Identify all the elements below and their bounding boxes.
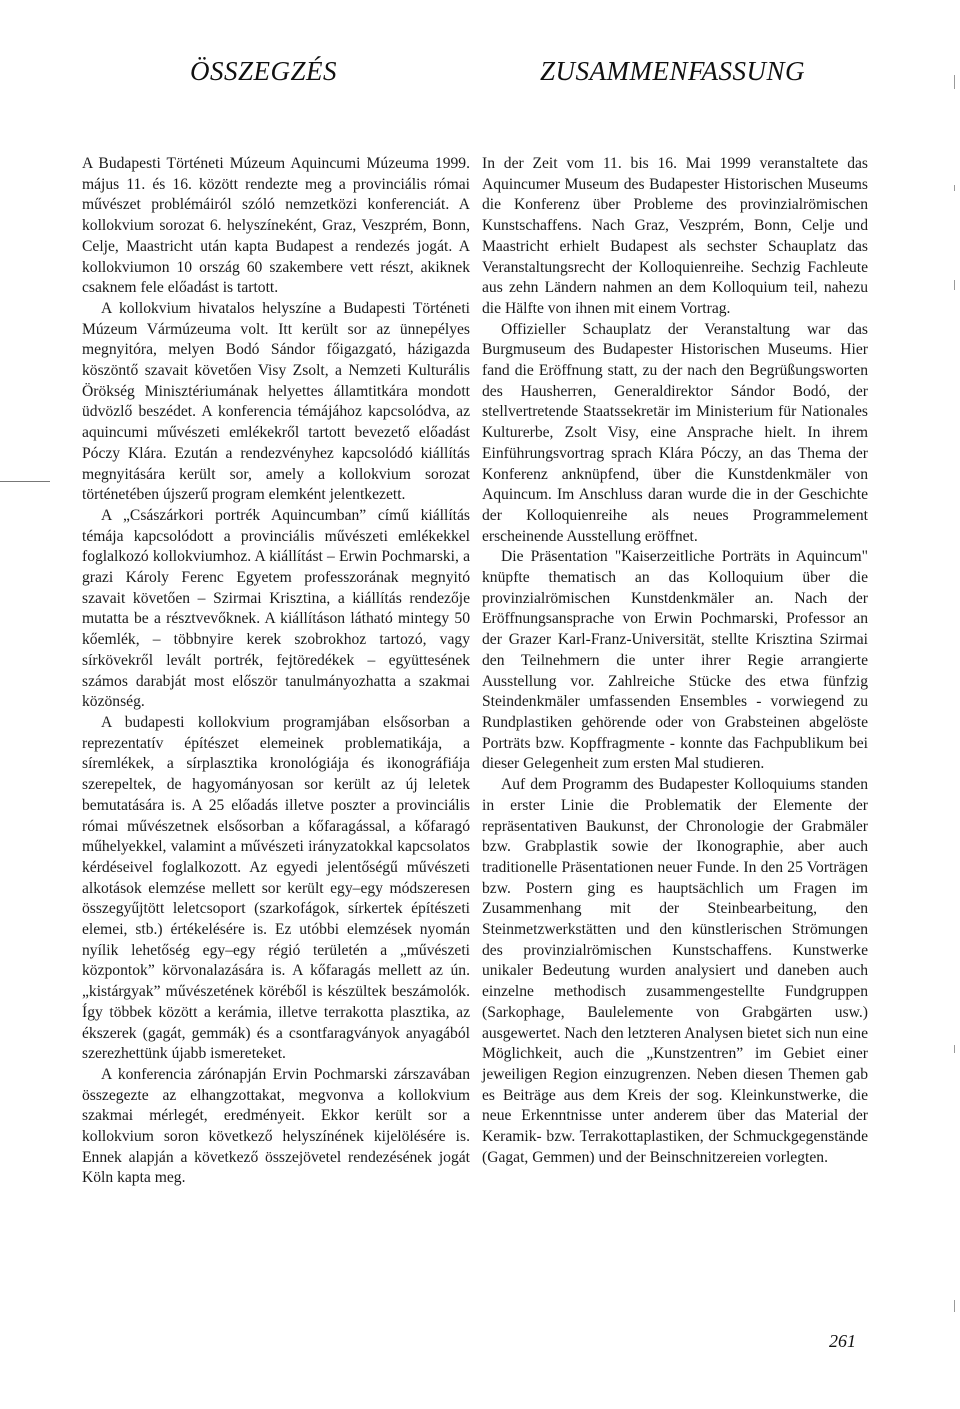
hungarian-summary-column [82,154,470,1189]
edge-scan-mark [954,280,955,290]
de-paragraph-1: In der Zeit vom 11. bis 16. Mai 1999 veranstaltete das Aquincumer Museum des Budapester Historischen Museums die Konferenz über Probleme des provinzialrömischen Kunstschaffens. Nach Graz, Veszprém, Bonn, Celje und Maastricht erhielt Budapest als sechster Schauplatz das Veranstaltungsrecht der Kolloquienreihe. Sechzig Fachleute aus zehn Ländern nahmen an dem Kolloquium teil, nahezu die Hälfte von ihnen mit einem Vortrag. [482,155,868,317]
edge-scan-mark [954,1045,955,1053]
hu-paragraph-5: A konferencia zárónapján Ervin Pochmarski zárszavában összegezte az elhangzottakat, megvonva a kollokvium szakmai mérlegét, eredményeit. Ekkor került sor a kollokvium soron következő helyszínének kijelölésére is. Ennek alapján a következő összejövetel rendezésének jogát Köln kapta meg. [82,1065,470,1187]
page-title-hungarian: ÖSSZEGZÉS [190,56,338,86]
page-title-german: ZUSAMMENFASSUNG [540,56,806,86]
de-paragraph-4: Auf dem Programm des Budapester Kolloquiums standen in erster Linie die Problematik der Elemente der repräsentativen Baukunst, der Chronologie der Grabmäler bzw. Grabplastik sowie der Ikonographie, aber auch traditionelle Präsentationen neuer Funde. In den 25 Vorträgen bzw. Postern ging es hauptsächlich um Fragen im Zusammenhang mit der Steinbearbeitung, den Steinmetzwerkstätten und den künstlerischen Strömungen des provinzialrömischen Kunstschaffens. Kunstwerke unikaler Bedeutung wurden analysiert und daneben auch einzelne methodisch zusammengestellte Fundgruppen (Sarkophage, Baulelemente von Grabgärten usw.) ausgewertet. Nach den letzteren Analysen bietet sich nun eine Möglichkeit, auch die „Kunstzentren” im Gebiet einer jeweiligen Region einzugrenzen. Neben diesen Themen gab es Beiträge aus dem Kreis der sog. Kleinkunstwerke, die neue Erkenntnisse unter anderem über das Material der Keramik- bzw. Terrakottaplastiken, der Schmuckgegenstände (Gagat, Gemmen) und der Beinschnitzereien vorlegten. [482,776,868,1166]
de-paragraph-3: Die Präsentation "Kaiserzeitliche Porträts in Aquincum" knüpfte thematisch an das Kolloquium über die provinzialrömischen Kunstdenkmäler an. Nach der Eröffnungsansprache von Erwin Pochmarski, Professor an der Grazer Karl-Franz-Universität, stellte Krisztina Szirmai den Teilnehmern die unter ihrer Regie arrangierte Ausstellung vor. Zahlreiche Stücke des etwa fünfzig Steindenkmäler umfassenden Ensembles - vorwiegend zu Rundplastiken gehörende oder von Grabsteinen abgelöste Porträts bzw. Kopffragmente - konnte das Fachpublikum bei dieser Gelegenheit zum ersten Mal studieren. [482,548,868,773]
hu-paragraph-1: A Budapesti Történeti Múzeum Aquincumi Múzeuma 1999. május 11. és 16. között rendezte meg a provinciális római művészet problémáiról szóló nemzetközi konferenciát. A kollokvium sorozat 6. helyszíneként, Graz, Veszprém, Bonn, Celje, Maastricht után kapta Budapest a rendezés jogát. A kollokviumon 10 ország 60 szakembere vett részt, akiknek csaknem fele előadást is tartott. [82,155,470,297]
page-number: 261 [829,1331,856,1351]
de-paragraph-2: Offizieller Schauplatz der Veranstaltung war das Burgmuseum des Budapester Historischen Museums. Hier fand die Eröffnung statt, zu der nach den Begrüßungsworten des Hausherren, Generaldirektor Sándor Bodó, der stellvertretende Staatssekretär im Ministerium für Nationales Kulturerbe, Zsolt Visy, eine Ansprache hielt. In ihrem Einführungsvortrag sprach Klára Póczy, an das Thema der Konferenz anknüpfend, über die Kunstdenkmäler von Aquincum. Im Anschluss daran wurde die in der Geschichte der Kolloquienreihe als neues Programmelement erscheinende Ausstellung eröffnet. [482,320,868,545]
edge-scan-mark [954,1300,955,1312]
hu-paragraph-4: A budapesti kollokvium programjában elsősorban a reprezentatív építészet elemeinek problematikája, a síremlékek, a sírplasztika kronológiája és ikonográfiája szerepeltek, de hagyományosan sor került az új leletek bemutatására is. A 25 előadás illetve poszter a provinciális római művészetnek elsősorban a kőfaragással, a kőfaragó műhelyekkel, valamint a művészeti irányzatokkal kapcsolatos kérdéseivel foglalkozott. Az egyedi jelentőségű művészeti alkotások elemzése mellett sor került egy–egy módszeresen összegyűjtött leletcsoport (szarkofágok, sírkertek építészeti elemei, stb.) értékelésére is. Ez utóbbi elemzések nyomán nyílik lehetőség egy–egy régió területén a „művészeti központok” körvonalazására is. A kőfaragás mellett az ún. „kistárgyak” művészetének köréből is készültek beszámolók. Így többek között a kerámia, illetve terrakotta plasztika, az ékszerek (gagát, gemmák) és a csontfaragványok anyagából szerezhettünk újabb ismereteket. [82,713,470,1063]
hu-paragraph-2: A kollokvium hivatalos helyszíne a Budapesti Történeti Múzeum Vármúzeuma volt. Itt került sor az ünnepélyes megnyitóra, melyen Bodó Sándor főigazgató, házigazda köszöntő szavait követően Visy Zsolt, a Nemzeti Kulturális Örökség Minisztériumának helyettes államtitkára mondott üdvözlő beszédet. A konferencia témájához kapcsolódva, az aquincumi művészeti emlékekről tartott bevezető előadást Póczy Klára. Ezután a rendezvényhez kapcsolódó kiállítás megnyitására került sor, amely a kollokvium sorozat történetében újszerű program elemként jelentkezett. [82,299,470,504]
margin-scan-mark [0,481,50,482]
edge-scan-mark [954,75,955,89]
hu-paragraph-3: A „Császárkori portrék Aquincumban” című kiállítás témája kapcsolódott a provinciális művészeti emlékekkel foglalkozó kollokviumhoz. A kiállítást – Erwin Pochmarski, a grazi Károly Ferenc Egyetem professzorának megnyitó szavait követően – Szirmai Krisztina, a kiállítás rendezője mutatta be a résztvevőknek. A kiállításon látható mintegy 50 kőemlék, – többnyire kerek szobrokhoz tartozó, vagy sírkövekről levált portrék, fejtöredékek – együttesének számos darabját most először tanulmányozhatta a szakmai közönség. [82,506,470,711]
edge-scan-mark [954,185,955,191]
german-summary-column [482,154,868,1168]
